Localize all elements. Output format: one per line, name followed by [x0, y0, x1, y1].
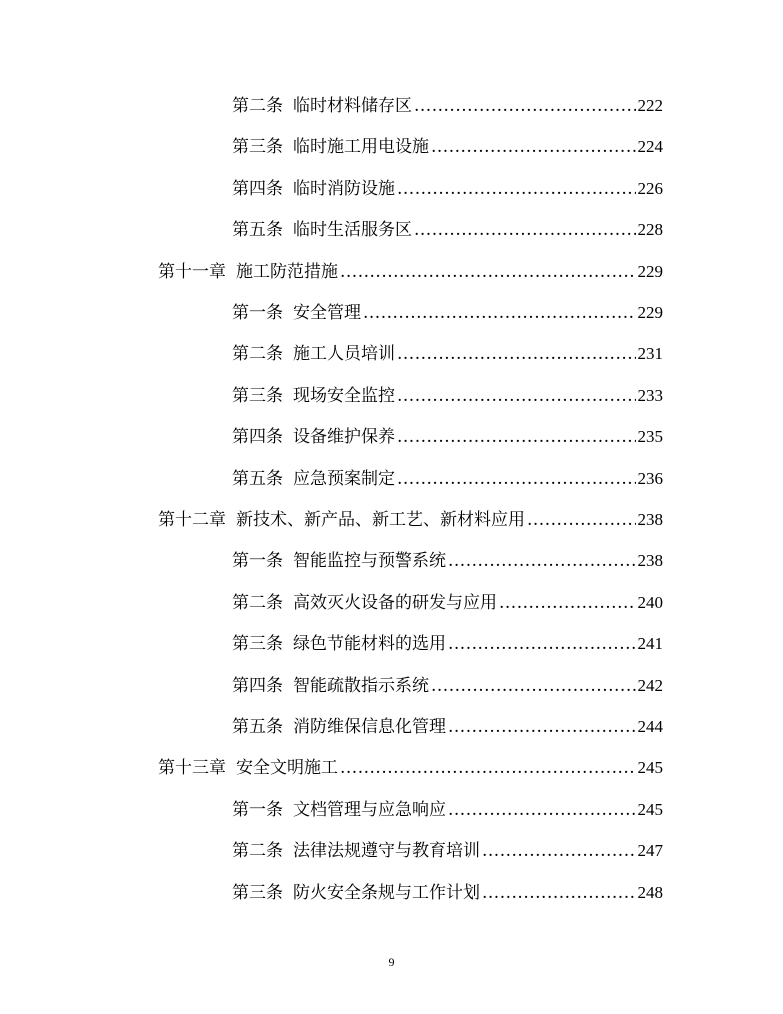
- toc-entry-label: 第五条: [232, 717, 283, 737]
- toc-entry-page-number: 241: [637, 634, 663, 654]
- toc-entry-label: 第四条: [232, 178, 283, 199]
- toc-dot-leader: [527, 505, 636, 535]
- toc-entry-label: 第三条: [232, 385, 283, 406]
- toc-chapter-entry: [158, 257, 663, 287]
- toc-dot-leader: [482, 878, 636, 908]
- toc-entry-title: 临时材料储存区: [293, 96, 412, 116]
- toc-dot-leader: [397, 422, 636, 452]
- toc-entry-page-number: 245: [637, 758, 663, 778]
- toc-dot-leader: [499, 588, 636, 618]
- toc-entry-label: 第十二章: [158, 510, 226, 530]
- toc-dot-leader: [448, 795, 636, 825]
- toc-entry-page-number: 238: [637, 551, 663, 571]
- toc-entry-title: 防火安全条规与工作计划: [293, 882, 480, 903]
- toc-entry-title: 安全文明施工: [236, 758, 338, 779]
- toc-entry-title: 智能疏散指示系统: [293, 675, 429, 696]
- toc-entry-title: 应急预案制定: [293, 468, 395, 489]
- toc-entry-title: 文档管理与应急响应: [293, 799, 446, 820]
- toc-entry-page-number: 229: [637, 261, 663, 281]
- toc-entry-title: 临时消防设施: [293, 178, 395, 199]
- toc-article-entry: [232, 629, 663, 659]
- toc-entry-label: 第二条: [232, 592, 283, 613]
- toc-dot-leader: [448, 712, 636, 742]
- toc-article-entry: [232, 836, 663, 866]
- toc-entry-title: 施工防范措施: [236, 261, 338, 282]
- toc-entry-label: 第五条: [232, 220, 283, 241]
- toc-chapter-entry: [158, 505, 663, 535]
- toc-entry-page-number: 242: [637, 675, 663, 695]
- toc-article-entry: [232, 464, 663, 494]
- toc-entry-page-number: 247: [637, 841, 663, 861]
- toc-dot-leader: [414, 91, 636, 121]
- toc-article-entry: [232, 795, 663, 825]
- toc-entry-title: 施工人员培训: [293, 344, 395, 365]
- toc-entry-page-number: 226: [637, 178, 663, 198]
- toc-entry-label: 第四条: [232, 675, 283, 696]
- toc-entry-title: 法律法规遵守与教育培训: [293, 841, 480, 862]
- toc-dot-leader: [397, 174, 636, 204]
- toc-entry-label: 第一条: [232, 303, 283, 323]
- toc-dot-leader: [448, 629, 636, 659]
- footer-page-number: 9: [388, 955, 395, 969]
- toc-entry-label: 第三条: [232, 137, 283, 158]
- toc-entry-label: 第二条: [232, 344, 283, 365]
- toc-entry-label: 第五条: [232, 468, 283, 489]
- toc-article-entry: [232, 215, 663, 245]
- toc-entry-page-number: 238: [637, 510, 663, 529]
- toc-entry-label: 第一条: [232, 799, 283, 820]
- toc-entry-title: 高效灭火设备的研发与应用: [293, 592, 497, 613]
- toc-dot-leader: [340, 753, 636, 783]
- toc-article-entry: [232, 712, 663, 742]
- toc-dot-leader: [414, 215, 636, 245]
- toc-entry-label: 第十三章: [158, 758, 226, 779]
- toc-article-entry: [232, 422, 663, 452]
- toc-dot-leader: [482, 836, 636, 866]
- toc-article-entry: [232, 878, 663, 908]
- toc-entry-page-number: 244: [637, 717, 663, 736]
- toc-dot-leader: [397, 339, 636, 369]
- toc-article-entry: [232, 588, 663, 618]
- toc-dot-leader: [363, 298, 636, 328]
- toc-entry-title: 智能监控与预警系统: [293, 551, 446, 572]
- toc-entry-page-number: 224: [637, 137, 663, 157]
- toc-dot-leader: [397, 464, 636, 494]
- toc-entry-page-number: 228: [637, 220, 663, 240]
- toc-entry-page-number: 235: [637, 427, 663, 447]
- toc-article-entry: [232, 339, 663, 369]
- toc-entry-title: 临时生活服务区: [293, 220, 412, 241]
- toc-entry-title: 消防维保信息化管理: [293, 717, 446, 737]
- toc-dot-leader: [397, 381, 636, 411]
- toc-article-entry: [232, 546, 663, 576]
- toc-entry-page-number: 248: [637, 882, 663, 902]
- toc-entry-label: 第三条: [232, 634, 283, 655]
- toc-entry-page-number: 236: [637, 468, 663, 488]
- toc-entry-page-number: 240: [637, 592, 663, 612]
- toc-article-entry: [232, 91, 663, 121]
- toc-entry-title: 设备维护保养: [293, 427, 395, 448]
- toc-entry-page-number: 222: [637, 96, 663, 115]
- toc-entry-title: 现场安全监控: [293, 385, 395, 406]
- toc-entry-title: 绿色节能材料的选用: [293, 634, 446, 655]
- toc-entry-title: 新技术、新产品、新工艺、新材料应用: [236, 510, 525, 530]
- toc-chapter-entry: [158, 753, 663, 783]
- toc-entry-page-number: 233: [637, 385, 663, 405]
- toc-entry-page-number: 231: [637, 344, 663, 364]
- toc-article-entry: [232, 671, 663, 701]
- toc-entry-label: 第一条: [232, 551, 283, 572]
- toc-entry-label: 第二条: [232, 841, 283, 862]
- toc-entry-title: 临时施工用电设施: [293, 137, 429, 158]
- toc-article-entry: [232, 174, 663, 204]
- toc-entry-label: 第四条: [232, 427, 283, 448]
- toc-article-entry: [232, 298, 663, 328]
- toc-dot-leader: [431, 132, 636, 162]
- toc-entry-label: 第十一章: [158, 261, 226, 282]
- toc-dot-leader: [431, 671, 636, 701]
- toc-article-entry: [232, 381, 663, 411]
- toc-entry-page-number: 229: [637, 303, 663, 322]
- toc-entry-label: 第三条: [232, 882, 283, 903]
- toc-entry-page-number: 245: [637, 799, 663, 819]
- toc-entry-label: 第二条: [232, 96, 283, 116]
- toc-article-entry: [232, 132, 663, 162]
- toc-dot-leader: [340, 257, 636, 287]
- toc-entry-title: 安全管理: [293, 303, 361, 323]
- toc-dot-leader: [448, 546, 636, 576]
